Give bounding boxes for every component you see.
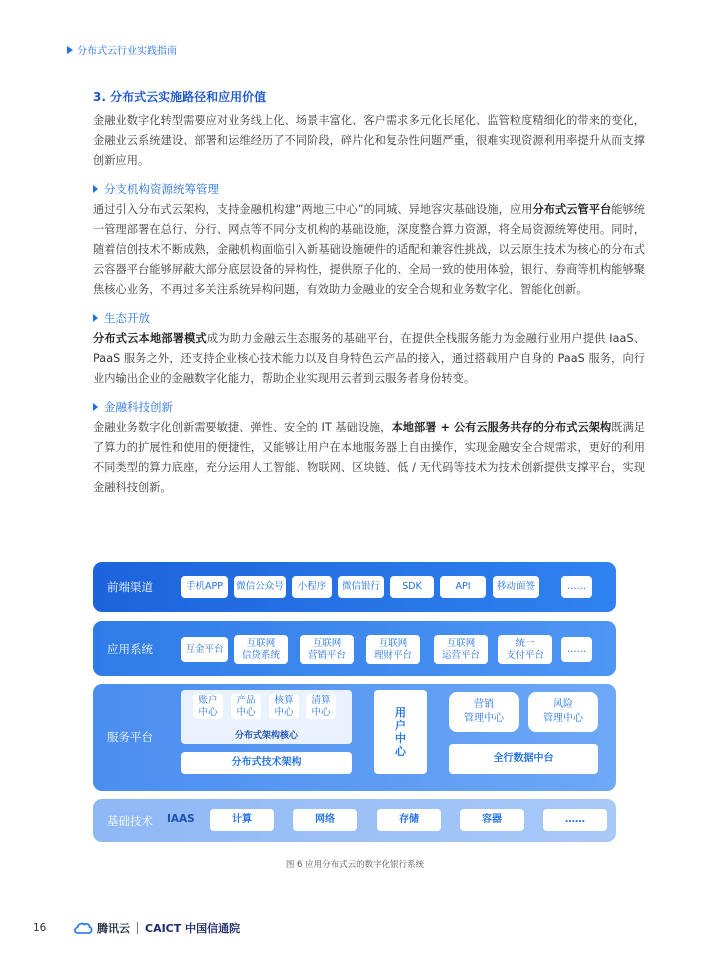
- triangle-icon: [93, 403, 98, 411]
- layer-services: [93, 684, 616, 791]
- user-center-box: 用 户 中 心: [374, 690, 427, 774]
- cloud-icon: [73, 922, 93, 934]
- section-intro: 金融业数字化转型需要应对业务线上化、场景丰富化、客户需求多元化长尾化、监管粒度精细化的带来的变化，金融业云系统建设、部署和运维经历了不同阶段，碎片化和复杂性问题严重，很难实现资源利用率提升从而支撑创新应用。: [93, 114, 645, 167]
- architecture-diagram: [93, 562, 616, 842]
- subsection-title-1: 分支机构资源统筹管理: [93, 181, 645, 197]
- chip-app: 互联网 营销平台: [300, 635, 354, 664]
- chip-frontend: ……: [561, 576, 592, 598]
- iaas-label: IAAS: [167, 813, 195, 825]
- subsection-1-text: 通过引入分布式云架构，支持金融机构建“两地三中心”的同城、异地容灾基础设施，应用分布式云管平台能够统一管理部署在总行、分行、网点等不同分支机构的基础设施，深度整合算力资源，将全局资源统筹使用。同时，随着信创技术不断成熟，金融机构面临引入新基础设施硬件的适配和兼容性挑战，以云原生技术为核心的分布式云容器平台能够屏蔽大部分底层设备的异构性，提供原子化的、全局一致的使用体验，银行、券商等机构能够聚焦核心业务，不再过多关注系统异构问题，有效助力金融业的安全合规和业务数字化、智能化创新。: [93, 203, 645, 296]
- layer-apps: [93, 621, 616, 676]
- layer-frontend: [93, 562, 616, 612]
- layer-frontend-title: 前端渠道: [107, 580, 153, 594]
- divider: [137, 922, 138, 934]
- chip-frontend: 小程序: [292, 576, 332, 598]
- chip-app: 互金平台: [181, 637, 228, 662]
- chip-infra: 容器: [460, 809, 524, 831]
- layer-infra: [93, 799, 616, 842]
- chip-app: 统一 支付平台: [498, 635, 552, 664]
- triangle-icon: [67, 46, 73, 54]
- data-platform-box: 全行数据中台: [449, 744, 598, 774]
- subsection-3-text: 金融业务数字化创新需要敏捷、弹性、安全的 IT 基础设施，本地部署 + 公有云服务共存的分布式云架构既满足了算力的扩展性和使用的便捷性，又能够让用户在本地服务器上自由操作，实现金融安全合规需求，更好的利用不同类型的算力底座，充分运用人工智能、物联网、区块链、低 / 无代码等技术为技术创新提供支撑平台，实现金融科技创新。: [93, 421, 646, 494]
- chip-frontend: 手机APP: [181, 576, 228, 598]
- caict-logo: CAICT 中国信通院: [145, 922, 241, 935]
- chip-app: 互联网 理财平台: [366, 635, 420, 664]
- page-footer: [33, 920, 240, 936]
- figure-caption: 图 6 应用分布式云的数字化银行系统: [285, 860, 425, 870]
- chip-core: 产品 中心: [231, 694, 261, 719]
- chip-frontend: 微信银行: [338, 576, 384, 598]
- chip-infra: 计算: [210, 809, 274, 831]
- chip-core: 清算 中心: [306, 694, 336, 719]
- subsection-2-text: 分布式云本地部署模式成为助力金融云生态服务的基础平台，在提供全栈服务能力为金融行业用户提供 IaaS、PaaS 服务之外，还支持企业核心技术能力以及自身特色云产品的接入，通过搭载用户自身的 PaaS 服务，向行业内输出企业的金融数字化能力，帮助企业实现用云者到云服务者身份转变。: [93, 332, 645, 385]
- tencent-cloud-logo: 腾讯云: [73, 920, 130, 936]
- chip-frontend: API: [440, 576, 486, 598]
- running-header-text: 分布式云行业实践指南: [77, 46, 177, 57]
- chip-core: 账户 中心: [193, 694, 223, 719]
- chip-app: ……: [561, 637, 592, 662]
- chip-frontend: 微信公众号: [234, 576, 286, 598]
- layer-apps-title: 应用系统: [107, 642, 153, 656]
- chip-app: 互联网 运营平台: [434, 635, 488, 664]
- chip-frontend: 移动面签: [493, 576, 539, 598]
- triangle-icon: [93, 185, 98, 193]
- marketing-center-box: 营销 管理中心: [449, 692, 519, 732]
- section-title: 3. 分布式云实施路径和应用价值: [93, 90, 267, 104]
- running-header: [67, 42, 177, 57]
- chip-infra: 存储: [377, 809, 441, 831]
- chip-core: 核算 中心: [269, 694, 299, 719]
- chip-infra: ……: [543, 809, 607, 831]
- body-content: [93, 88, 645, 498]
- page-number: 16: [33, 922, 47, 934]
- risk-center-box: 风险 管理中心: [528, 692, 598, 732]
- tech-arch-box: 分布式技术架构: [181, 752, 352, 774]
- subsection-title-3: 金融科技创新: [93, 399, 645, 415]
- core-label: 分布式架构核心: [234, 731, 298, 741]
- chip-app: 互联网 信贷系统: [234, 635, 288, 664]
- subsection-title-2: 生态开放: [93, 310, 645, 326]
- layer-infra-title: 基础技术: [107, 814, 153, 828]
- triangle-icon: [93, 314, 98, 322]
- chip-infra: 网络: [293, 809, 357, 831]
- chip-frontend: SDK: [390, 576, 434, 598]
- layer-services-title: 服务平台: [107, 730, 153, 744]
